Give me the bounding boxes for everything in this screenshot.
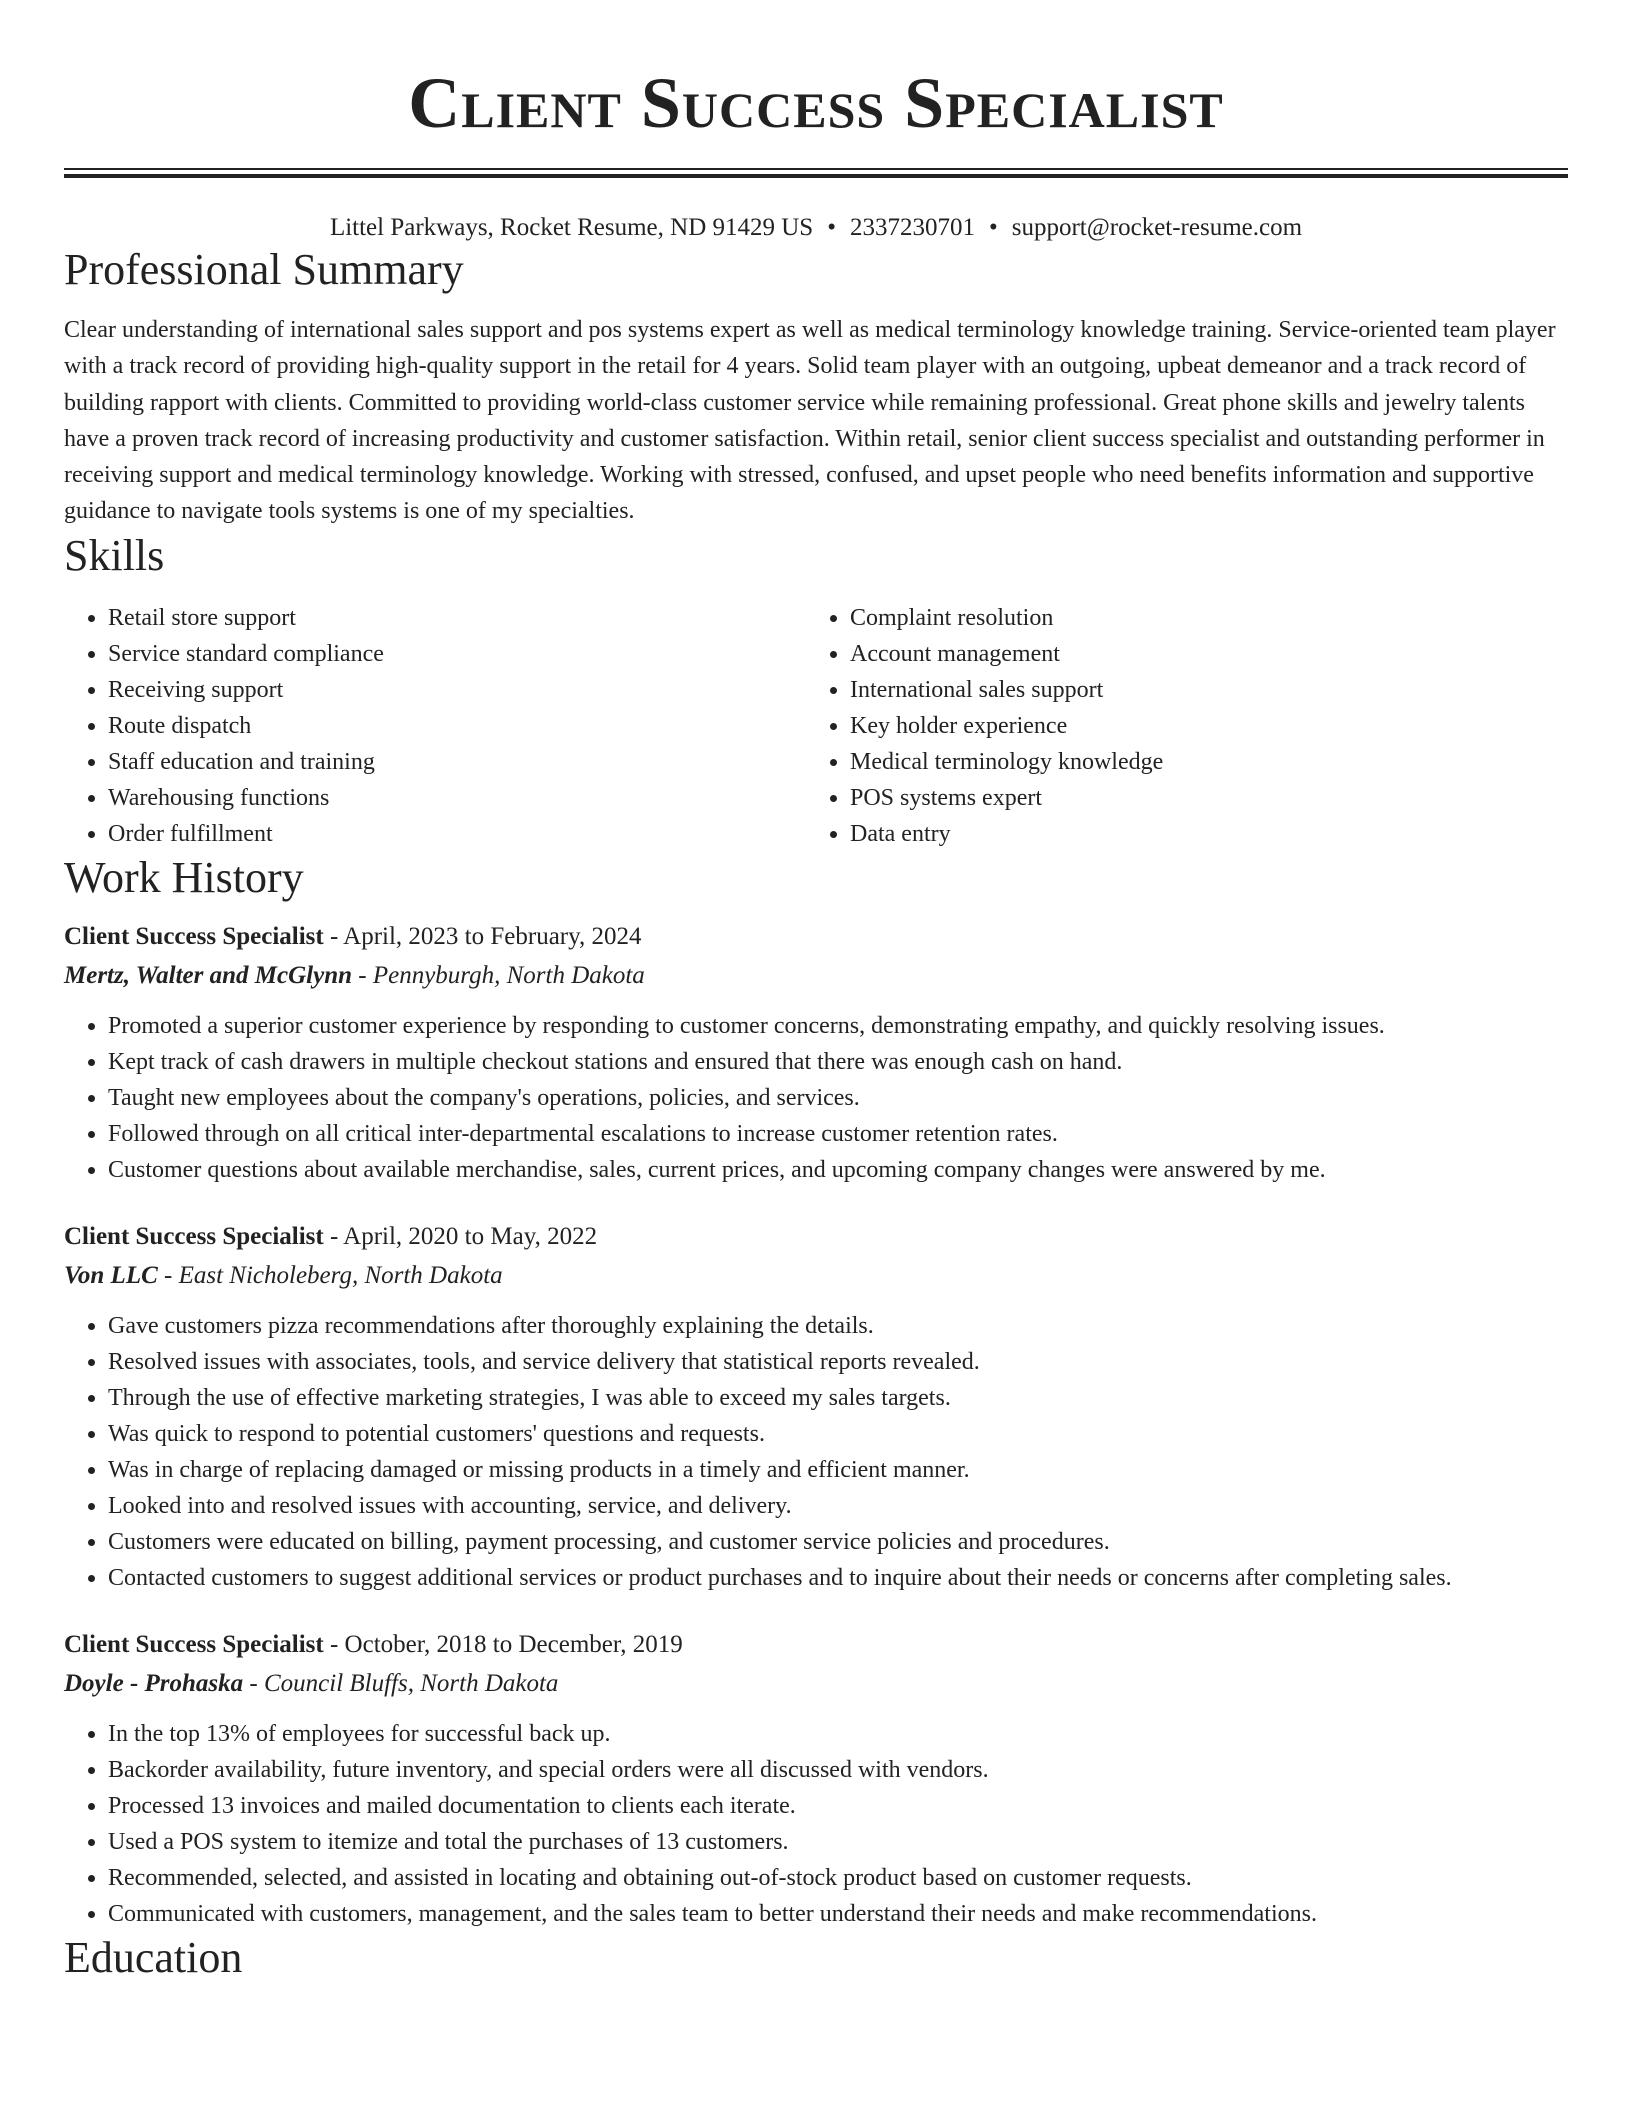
resume-title: Client Success Specialist bbox=[408, 63, 1224, 143]
job-title: Client Success Specialist bbox=[64, 1222, 324, 1250]
skill-item: • Account management bbox=[850, 636, 1548, 672]
summary-heading: Professional Summary bbox=[64, 245, 464, 294]
job-location: - East Nicholeberg, North Dakota bbox=[157, 1261, 503, 1289]
job-duty: • Resolved issues with associates, tools, and service delivery that statistical reports revealed. bbox=[108, 1344, 1568, 1380]
job-duty: • Contacted customers to suggest additional services or product purchases and to inquire about their needs or concerns after completing sales. bbox=[108, 1560, 1568, 1596]
job-duty: • Recommended, selected, and assisted in locating and obtaining out-of-stock product based on customer requests. bbox=[108, 1860, 1568, 1896]
job-title-line bbox=[64, 918, 1568, 956]
skill-item: • Warehousing functions bbox=[108, 780, 806, 816]
skill-item: • Receiving support bbox=[108, 672, 806, 708]
job-duty: • Taught new employees about the company's operations, policies, and services. bbox=[108, 1080, 1568, 1116]
skills-column-left bbox=[64, 600, 806, 852]
job-duty: • Through the use of effective marketing strategies, I was able to exceed my sales targets. bbox=[108, 1380, 1568, 1416]
job-duty: • Communicated with customers, management, and the sales team to better understand their needs and make recommendations. bbox=[108, 1896, 1568, 1932]
job-company: Mertz, Walter and McGlynn bbox=[64, 961, 353, 989]
job-company: Von LLC bbox=[64, 1261, 158, 1289]
job-duty: • Followed through on all critical inter-departmental escalations to increase customer retention rates. bbox=[108, 1116, 1568, 1152]
skill-item: • Key holder experience bbox=[850, 708, 1548, 744]
skill-item: • Staff education and training bbox=[108, 744, 806, 780]
job-title: Client Success Specialist bbox=[64, 1630, 324, 1658]
skills-heading: Skills bbox=[64, 530, 165, 580]
job-duty: • Was in charge of replacing damaged or missing products in a timely and efficient manner. bbox=[108, 1452, 1568, 1488]
skill-item: • POS systems expert bbox=[850, 780, 1548, 816]
job-duty: • Customers were educated on billing, payment processing, and customer service policies and procedures. bbox=[108, 1524, 1568, 1560]
job-duty: • Was quick to respond to potential customers' questions and requests. bbox=[108, 1416, 1568, 1452]
job-entry bbox=[64, 1218, 1568, 1596]
job-duty: • Processed 13 invoices and mailed documentation to clients each iterate. bbox=[108, 1788, 1568, 1824]
job-location: - Pennyburgh, North Dakota bbox=[352, 961, 645, 989]
job-title-line bbox=[64, 1626, 1568, 1664]
job-entry bbox=[64, 1626, 1568, 1932]
summary-text: Clear understanding of international sales support and pos systems expert as well as medical terminology knowledge training. Service-oriented team player with a track record of providing high-quality support in the retail for 4 years. Solid team player with an outgoing, upbeat demeanor and a track record of building rapport with clients. Committed to providing world-class customer service while remaining professional. Great phone skills and jewelry talents have a proven track record of increasing productivity and customer satisfaction. Within retail, senior client success specialist and outstanding performer in receiving support and medical terminology knowledge. Working with stressed, confused, and upset people who need benefits information and supportive guidance to navigate tools systems is one of my specialties. bbox=[64, 317, 1556, 525]
job-duties bbox=[64, 1008, 1568, 1188]
education-heading: Education bbox=[64, 1932, 243, 1982]
skill-item: • Data entry bbox=[850, 816, 1548, 852]
contact-phone: 2337230701 bbox=[849, 214, 975, 241]
contact-separator: • bbox=[827, 214, 836, 241]
job-company-line bbox=[64, 1256, 1568, 1296]
job-duty: • Kept track of cash drawers in multiple checkout stations and ensured that there was enough cash on hand. bbox=[108, 1044, 1568, 1080]
job-duty: • Promoted a superior customer experience by responding to customer concerns, demonstrating empathy, and quickly resolving issues. bbox=[108, 1008, 1568, 1044]
job-title: Client Success Specialist bbox=[64, 922, 324, 950]
skill-item: • Order fulfillment bbox=[108, 816, 806, 852]
skills-column-right bbox=[806, 600, 1548, 852]
skill-item: • Route dispatch bbox=[108, 708, 806, 744]
job-company-line bbox=[64, 1664, 1568, 1704]
job-location: - Council Bluffs, North Dakota bbox=[243, 1669, 559, 1697]
job-duty: • Customer questions about available merchandise, sales, current prices, and upcoming company changes were answered by me. bbox=[108, 1152, 1568, 1188]
job-dates: - October, 2018 to December, 2019 bbox=[323, 1630, 683, 1658]
contact-line bbox=[64, 212, 1568, 244]
job-duties bbox=[64, 1716, 1568, 1932]
job-entry bbox=[64, 918, 1568, 1188]
job-dates: - April, 2023 to February, 2024 bbox=[323, 922, 642, 950]
skill-item: • Retail store support bbox=[108, 600, 806, 636]
skills-list bbox=[64, 600, 1568, 852]
job-duty: • Gave customers pizza recommendations after thoroughly explaining the details. bbox=[108, 1308, 1568, 1344]
skill-item: • Complaint resolution bbox=[850, 600, 1548, 636]
contact-email: support@rocket-resume.com bbox=[1011, 214, 1303, 241]
job-company-line bbox=[64, 956, 1568, 996]
resume-page bbox=[64, 0, 1568, 1984]
job-company: Doyle - Prohaska bbox=[64, 1669, 244, 1697]
contact-address: Littel Parkways, Rocket Resume, ND 91429 US bbox=[329, 214, 814, 241]
title-divider bbox=[64, 168, 1568, 178]
job-dates: - April, 2020 to May, 2022 bbox=[323, 1222, 598, 1250]
job-title-line bbox=[64, 1218, 1568, 1256]
skill-item: • International sales support bbox=[850, 672, 1548, 708]
skill-item: • Medical terminology knowledge bbox=[850, 744, 1548, 780]
job-duty: • Backorder availability, future inventory, and special orders were all discussed with vendors. bbox=[108, 1752, 1568, 1788]
skill-item: • Service standard compliance bbox=[108, 636, 806, 672]
job-duty: • Used a POS system to itemize and total the purchases of 13 customers. bbox=[108, 1824, 1568, 1860]
work-history-heading: Work History bbox=[64, 852, 304, 902]
job-duty: • Looked into and resolved issues with accounting, service, and delivery. bbox=[108, 1488, 1568, 1524]
contact-separator: • bbox=[988, 214, 998, 241]
job-duty: • In the top 13% of employees for successful back up. bbox=[108, 1716, 1568, 1752]
job-duties bbox=[64, 1308, 1568, 1596]
